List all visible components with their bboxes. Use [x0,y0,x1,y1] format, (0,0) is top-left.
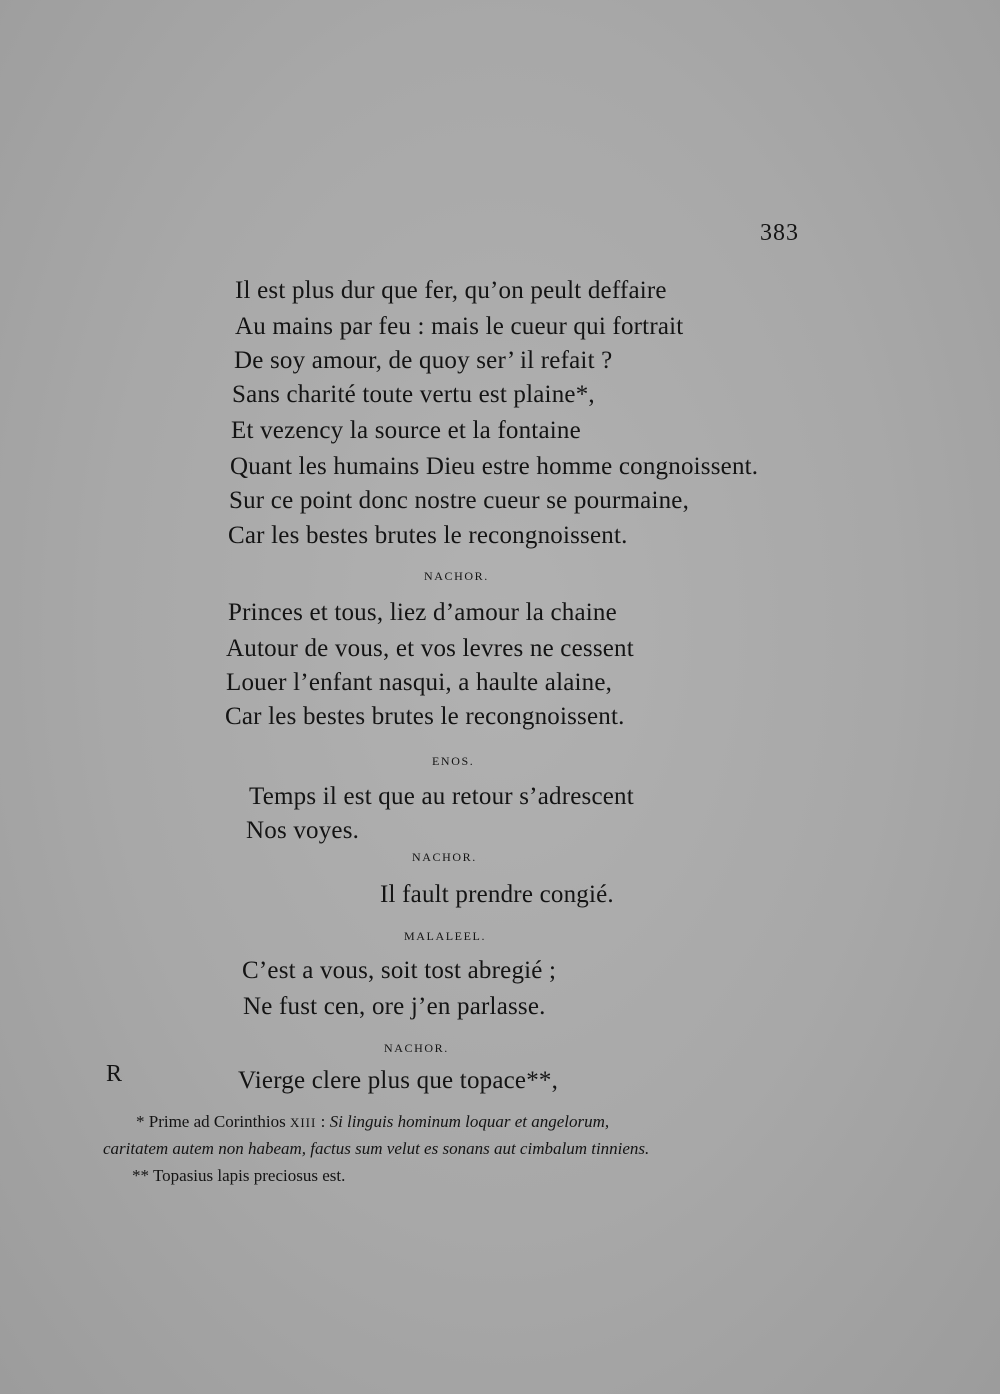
verse-line: Autour de vous, et vos levres ne cessent [226,635,634,662]
verse-line: De soy amour, de quoy ser’ il refait ? [234,347,613,374]
verse-line: Vierge clere plus que topace**, [238,1067,559,1094]
signature-mark: R [106,1061,123,1087]
verse-line: Louer l’enfant nasqui, a haulte alaine, [226,669,613,696]
page-number: 383 [760,220,799,246]
verse-line: Quant les humains Dieu estre homme congnoissent. [230,453,759,480]
footnote-marker: * [136,1112,149,1131]
verse-line: Ne fust cen, ore j’en parlasse. [243,993,546,1020]
verse-line: Au mains par feu : mais le cueur qui fortrait [235,313,684,340]
footnote-separator: : [316,1112,330,1131]
verse-line: Car les bestes brutes le recongnoissent. [228,522,628,549]
verse-line: Et vezency la source et la fontaine [231,417,581,444]
footnote-latin-quote: caritatem autem non habeam, factus sum velut es sonans aut cimbalum tinniens. [103,1139,650,1158]
speaker-label: MALALEEL. [404,929,487,943]
verse-line: Sans charité toute vertu est plaine*, [232,381,595,408]
footnote-text: Prime ad Corinthios [148,1112,290,1131]
verse-line: Temps il est que au retour s’adrescent [249,783,634,810]
verse-line: Princes et tous, liez d’amour la chaine [228,599,617,626]
footnote-1 [136,1111,609,1134]
verse-line: Sur ce point donc nostre cueur se pourmaine, [229,487,690,514]
verse-line: Il fault prendre congié. [380,881,614,908]
speaker-label: ENOS. [432,754,475,768]
verse-line: C’est a vous, soit tost abregié ; [242,957,557,984]
speaker-label: NACHOR. [424,569,489,583]
speaker-label: NACHOR. [412,850,477,864]
footnote-latin-quote: Si linguis hominum loquar et angelorum, [329,1112,610,1131]
footnote-text: Topasius lapis preciosus est. [152,1166,346,1185]
speaker-label: NACHOR. [384,1041,449,1055]
verse-line: Car les bestes brutes le recongnoissent. [225,703,625,730]
footnote-1-continued [103,1138,649,1160]
footnote-2 [132,1165,345,1187]
footnote-roman: XIII [289,1115,317,1130]
footnote-marker: ** [132,1166,153,1185]
verse-line: Nos voyes. [246,817,360,844]
verse-line: Il est plus dur que fer, qu’on peult deffaire [235,277,667,304]
